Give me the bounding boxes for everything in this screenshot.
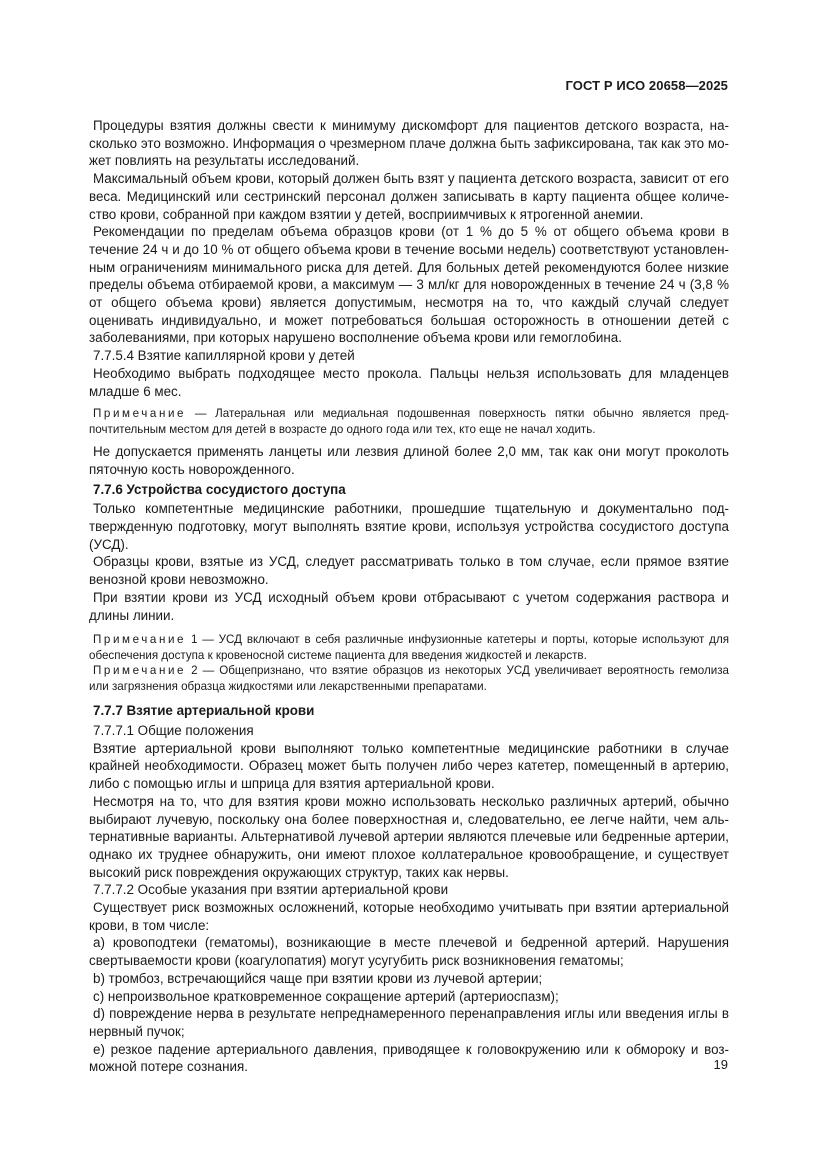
note-label: Примечание — [93, 407, 187, 421]
paragraph: Процедуры взятия должны свести к минимуму дискомфорт для пациентов детского возраста, насколько это возможно. Информация о чрезмерном плаче должна быть зафиксирована, так как это может повлиять на результаты исследований. — [89, 118, 729, 169]
document-body — [89, 117, 729, 1076]
note-text: — Латеральная или медиальная подошвенная поверхность пятки обычно является предпочтительным местом для детей в возрасте до одного года или тех, кто еще не начал ходить. — [89, 407, 729, 436]
list-item: c) непроизвольное кратковременное сокращение артерий (артериоспазм); — [93, 988, 559, 1004]
paragraph: Существует риск возможных осложнений, которые необходимо учитывать при взятии артериальной крови, в том числе: — [89, 900, 729, 933]
section-heading: 7.7.7 Взятие артериальной крови — [93, 703, 315, 719]
list-item: b) тромбоз, встречающийся чаще при взятии крови из лучевой артерии; — [93, 970, 543, 986]
note-label: Примечание — [93, 633, 187, 647]
subsection-heading: 7.7.5.4 Взятие капиллярной крови у детей — [93, 348, 355, 364]
note — [89, 406, 729, 437]
paragraph: Только компетентные медицинские работники, прошедшие тщательную и документально подтвержденную подготовку, могут выполнять взятие крови, используя устройства сосудистого доступа (УСД). — [89, 501, 729, 552]
note — [89, 632, 729, 663]
page-number: 19 — [713, 1057, 728, 1072]
paragraph: Образцы крови, взятые из УСД, следует рассматривать только в том случае, если прямое взятие венозной крови невозможно. — [89, 554, 729, 588]
paragraph: Рекомендации по пределам объема образцов крови (от 1 % до 5 % от общего объема крови в течение 24 ч и до 10 % от общего объема крови в течение восьми недель) соответствуют установленным ограничениям минимального риска для детей. Для больных детей рекомендуются более низкие пределы объема отбираемой крови, а максимум — 3 мл/кг для новорожденных в течение 24 ч (3,8 % от общего объема крови) является допустимым, несмотря на то, что каждый случай следует оценивать индивидуально, и может потребоваться большая осторожность в отношении детей с заболеваниями, при которых нарушено восполнение объема крови или гемоглобина. — [89, 224, 729, 346]
list-item: d) повреждение нерва в результате непреднамеренного перенаправления иглы или введения иглы в нервный пучок; — [89, 1006, 729, 1039]
note-text: 1 — УСД включают в себя различные инфузионные катетеры и порты, которые используют для обеспечения доступа к кровеносной системе пациента для введения жидкостей и лекарств. — [89, 633, 729, 662]
document-header: ГОСТ Р ИСО 20658—2025 — [565, 78, 728, 93]
note-label: Примечание — [93, 664, 187, 678]
note-text: 2 — Общепризнано, что взятие образцов из некоторых УСД увеличивает вероятность гемолиза или загрязнения образца жидкостями или лекарственными препаратами. — [89, 664, 729, 693]
paragraph: Взятие артериальной крови выполняют только компетентные медицинские работники в случае крайней необходимости. Образец может быть получен либо через катетер, помещенный в артерию, либо с помощью иглы и шприца для взятия артериальной крови. — [89, 740, 729, 792]
subsection-heading: 7.7.7.1 Общие положения — [93, 722, 254, 738]
paragraph: Несмотря на то, что для взятия крови можно использовать несколько различных артерий, обычно выбирают лучевую, поскольку она более поверхностная и, следовательно, ее легче найти, чем альтернативные варианты. Альтернативой лучевой артерии являются плечевые или бедренные артерии, однако их труднее обнаружить, они имеют плохое коллатеральное кровообращение, и существует высокий риск повреждения окружающих структур, таких как нервы. — [89, 793, 729, 880]
paragraph: При взятии крови из УСД исходный объем крови отбрасывают с учетом содержания раствора и длины линии. — [89, 589, 729, 623]
paragraph: Не допускается применять ланцеты или лезвия длиной более 2,0 мм, так как они могут проколоть пяточную кость новорожденного. — [89, 444, 729, 477]
paragraph: Максимальный объем крови, который должен быть взят у пациента детского возраста, зависит от его веса. Медицинский или сестринский персонал должен записывать в карту пациента общее количество крови, собранной при каждом взятии у детей, восприимчивых к ятрогенной анемии. — [89, 171, 729, 222]
section-heading: 7.7.6 Устройства сосудистого доступа — [93, 481, 346, 497]
list-item: a) кровоподтеки (гематомы), возникающие в месте плечевой и бедренной артерий. Нарушения свертываемости крови (коагулопатия) могут усугубить риск возникновения гематомы; — [89, 935, 729, 969]
note — [89, 663, 729, 694]
paragraph: Необходимо выбрать подходящее место прокола. Пальцы нельзя использовать для младенцев младше 6 мес. — [89, 365, 729, 399]
subsection-heading: 7.7.7.2 Особые указания при взятии артериальной крови — [93, 882, 449, 898]
list-item: e) резкое падение артериального давления, приводящее к головокружению или к обмороку и возможной потере сознания. — [89, 1041, 729, 1075]
